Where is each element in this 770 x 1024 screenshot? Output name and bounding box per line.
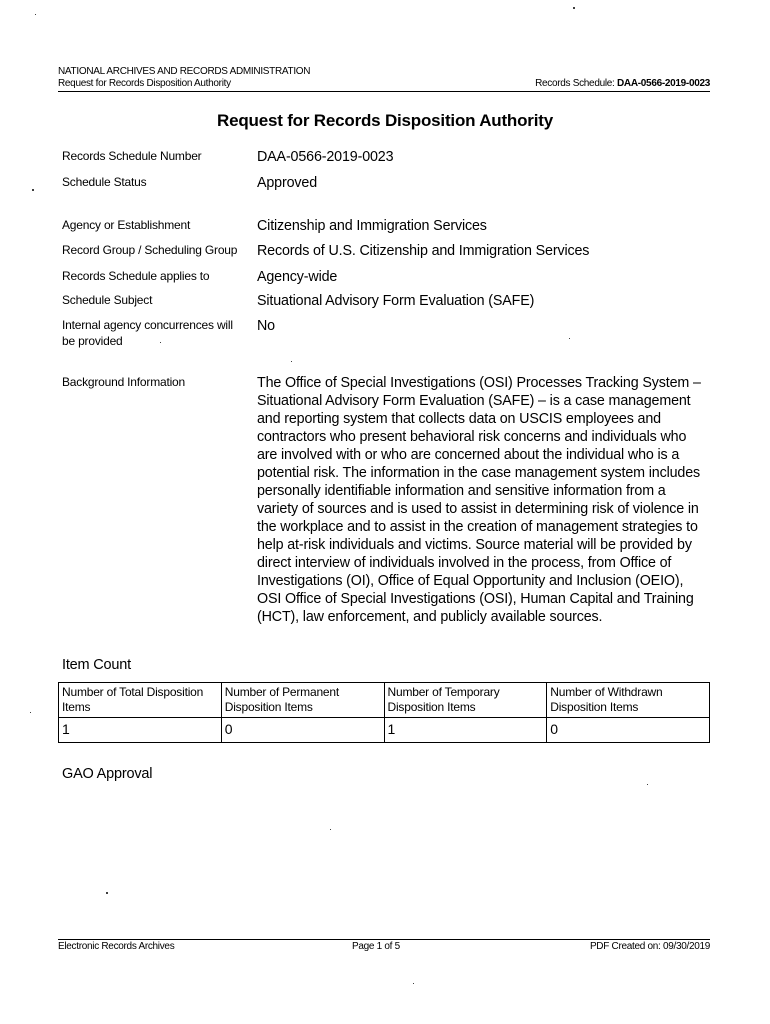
table-cell: 0 bbox=[221, 718, 384, 743]
scan-speck bbox=[160, 342, 161, 343]
page-header bbox=[58, 66, 710, 90]
page-footer bbox=[58, 941, 710, 952]
header-schedule-value: DAA-0566-2019-0023 bbox=[617, 78, 710, 89]
field-value: Approved bbox=[257, 175, 318, 191]
field-value: Agency-wide bbox=[257, 269, 338, 285]
item-count-heading: Item Count bbox=[62, 657, 131, 673]
field-value: Records of U.S. Citizenship and Immigration Services bbox=[257, 243, 590, 259]
field-label: Background Information bbox=[62, 375, 186, 389]
scan-speck bbox=[32, 189, 34, 191]
field-value: No bbox=[257, 318, 275, 334]
field-label: Record Group / Scheduling Group bbox=[62, 243, 238, 257]
table-cell: 1 bbox=[59, 718, 222, 743]
field-concurrences bbox=[62, 317, 702, 349]
footer-page-number: Page 1 of 5 bbox=[352, 941, 400, 952]
gao-approval-heading: GAO Approval bbox=[62, 766, 153, 782]
scan-speck bbox=[330, 829, 331, 830]
scan-speck bbox=[30, 712, 31, 713]
table-header-cell: Number of Permanent Disposition Items bbox=[221, 683, 384, 718]
scan-speck bbox=[106, 892, 108, 894]
footer-right: PDF Created on: 09/30/2019 bbox=[589, 941, 710, 952]
field-label: Internal agency concurrences will be provided bbox=[62, 318, 233, 348]
field-schedule-status bbox=[62, 174, 702, 192]
table-header-cell: Number of Withdrawn Disposition Items bbox=[547, 683, 710, 718]
header-schedule bbox=[535, 78, 710, 90]
table-header-cell: Number of Temporary Disposition Items bbox=[384, 683, 547, 718]
scan-speck bbox=[413, 983, 414, 984]
field-label: Records Schedule applies to bbox=[62, 269, 210, 283]
scan-speck bbox=[35, 14, 36, 15]
header-agency: NATIONAL ARCHIVES AND RECORDS ADMINISTRATION bbox=[58, 66, 311, 77]
header-subtitle: Request for Records Disposition Authority bbox=[58, 78, 231, 89]
field-record-group bbox=[62, 242, 702, 260]
table-cell: 1 bbox=[384, 718, 547, 743]
field-applies-to bbox=[62, 268, 702, 286]
header-schedule-label: Records Schedule: bbox=[535, 78, 615, 89]
scan-speck bbox=[291, 361, 292, 362]
table-header-cell: Number of Total Disposition Items bbox=[59, 683, 222, 718]
field-background bbox=[62, 374, 702, 626]
page-title: Request for Records Disposition Authority bbox=[217, 111, 553, 130]
field-value: Situational Advisory Form Evaluation (SAFE) bbox=[257, 293, 535, 309]
field-value: DAA-0566-2019-0023 bbox=[257, 149, 394, 165]
field-subject bbox=[62, 292, 702, 310]
field-label: Agency or Establishment bbox=[62, 218, 191, 232]
footer-left: Electronic Records Archives bbox=[58, 941, 175, 952]
field-agency bbox=[62, 217, 702, 235]
header-divider bbox=[58, 91, 710, 92]
field-label: Records Schedule Number bbox=[62, 149, 202, 163]
field-schedule-number bbox=[62, 148, 702, 166]
table-row bbox=[59, 718, 710, 743]
item-count-table bbox=[58, 682, 710, 743]
field-label: Schedule Subject bbox=[62, 293, 153, 307]
footer-divider bbox=[58, 939, 710, 940]
field-value: Citizenship and Immigration Services bbox=[257, 218, 487, 234]
field-value: The Office of Special Investigations (OSI) Processes Tracking System – Situational Advisory Form Evaluation (SAFE) – is a case management and reporting system that collects data on USCIS employees and contractors who present behavioral risk concerns and individuals who are involved with or who are concerned about the individual who is a potential risk. The information in the case management system includes personally identifiable information and sensitive information from a variety of sources and is used to assist in determining risk of violence in the workplace and to assist in the creation of management strategies to help at-risk individuals and victims. Source material will be provided by direct interview of individuals involved in the process, from Office of Investigations (OI), Office of Equal Opportunity and Inclusion (OEIO), OSI Office of Special Investigations (OSI), Human Capital and Training (HCT), law enforcement, and publicly available sources. bbox=[257, 375, 701, 625]
scan-speck bbox=[647, 784, 648, 785]
table-cell: 0 bbox=[547, 718, 710, 743]
table-header-row bbox=[59, 683, 710, 718]
scan-speck bbox=[573, 7, 575, 9]
field-label: Schedule Status bbox=[62, 175, 147, 189]
scan-speck bbox=[569, 338, 570, 339]
